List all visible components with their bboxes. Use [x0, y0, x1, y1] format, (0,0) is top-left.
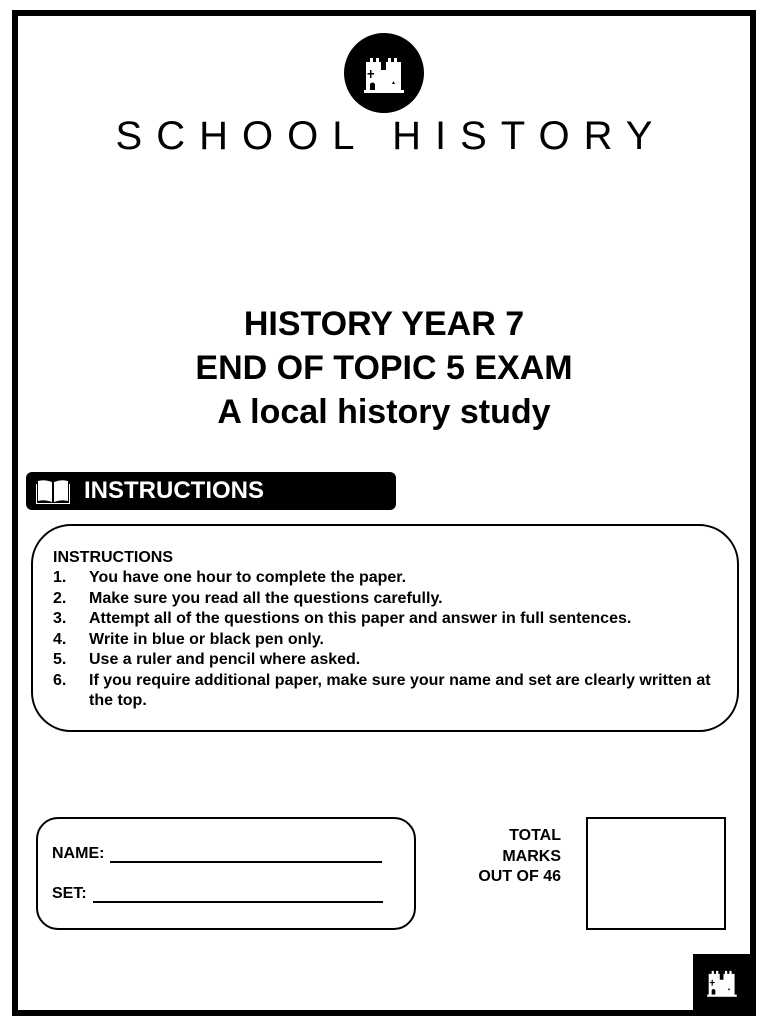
instructions-heading: INSTRUCTIONS: [53, 549, 173, 566]
item-text: You have one hour to complete the paper.: [89, 569, 407, 586]
list-item: [53, 568, 717, 589]
set-label: SET:: [52, 885, 87, 902]
item-number: 6.: [53, 671, 67, 689]
logo: [344, 33, 424, 113]
item-text: Use a ruler and pencil where asked.: [89, 651, 361, 668]
total-marks-label: [440, 826, 561, 888]
name-field-row: [52, 845, 382, 863]
item-number: 3.: [53, 610, 67, 627]
item-number: 1.: [53, 569, 67, 586]
list-item: [53, 630, 717, 651]
set-field[interactable]: [93, 885, 383, 903]
total-marks-box[interactable]: [586, 817, 726, 930]
instructions-banner: [26, 472, 396, 510]
item-text: Make sure you read all the questions carefully.: [89, 589, 443, 607]
total-marks-line-2: MARKS: [502, 847, 561, 865]
list-item: [53, 671, 717, 712]
list-item: [53, 589, 717, 610]
instructions-list: [53, 568, 717, 712]
castle-icon: [705, 965, 739, 999]
name-label: NAME:: [52, 845, 105, 862]
instructions-box: [31, 524, 739, 732]
banner-label: INSTRUCTIONS: [84, 477, 264, 504]
book-icon: [36, 478, 70, 504]
total-marks-line-1: TOTAL: [509, 827, 561, 844]
exam-title: [0, 302, 768, 434]
item-number: 2.: [53, 589, 67, 607]
title-line-3: A local history study: [217, 393, 551, 431]
item-number: 5.: [53, 651, 67, 668]
student-details-box: [36, 817, 416, 930]
castle-icon: [361, 50, 407, 96]
name-field[interactable]: [110, 845, 382, 863]
item-number: 4.: [53, 630, 67, 648]
title-line-2: END OF TOPIC 5 EXAM: [195, 349, 573, 387]
total-marks-line-3: OUT OF 46: [478, 868, 561, 885]
corner-logo: [693, 954, 750, 1010]
item-text: If you require additional paper, make sure your name and set are clearly written at the top.: [89, 671, 711, 709]
title-line-1: HISTORY YEAR 7: [243, 305, 525, 343]
item-text: Attempt all of the questions on this paper and answer in full sentences.: [89, 610, 632, 627]
list-item: [53, 650, 717, 671]
item-text: Write in blue or black pen only.: [89, 630, 324, 648]
brand-name: SCHOOL HISTORY: [115, 114, 667, 158]
list-item: [53, 609, 717, 630]
set-field-row: [52, 885, 383, 903]
